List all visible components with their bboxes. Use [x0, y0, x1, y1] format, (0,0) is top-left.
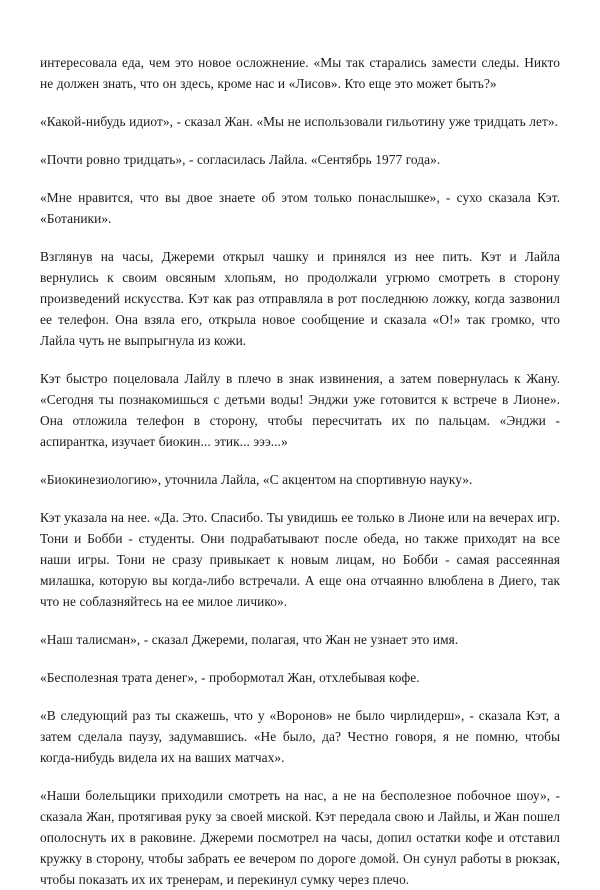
paragraph: «Наши болельщики приходили смотреть на нас, а не на бесполезное побочное шоу», - сказала Жан, протягивая руку за своей миской. Кэт передала свою и Лайлы, и Жан пошел ополоснуть их в раковине. Джереми посмотрел на часы, допил остатки кофе и отставил кружку в сторону, чтобы забрать ее вечером по дороге домой. Он сунул работы в рюкзак, чтобы показать их их тренерам, и перекинул сумку через плечо.	[40, 788, 560, 887]
paragraph: «Мне нравится, что вы двое знаете об этом только понаслышке», - сухо сказала Кэт. «Ботаники».	[40, 190, 560, 226]
paragraph: Взглянув на часы, Джереми открыл чашку и принялся из нее пить. Кэт и Лайла вернулись к своим овсяным хлопьям, но продолжали угрюмо смотреть в сторону произведений искусства. Кэт как раз отправляла в рот последнюю ложку, когда зазвонил ее телефон. Она взяла его, открыла новое сообщение и сказала «О!» так громко, что Лайла чуть не выпрыгнула из кожи.	[40, 249, 560, 348]
body-text-column	[40, 52, 560, 890]
paragraph: «Биокинезиологию», уточнила Лайла, «С акцентом на спортивную науку».	[40, 472, 473, 487]
paragraph: «Бесполезная трата денег», - пробормотал Жан, отхлебывая кофе.	[40, 670, 420, 685]
paragraph: Кэт указала на нее. «Да. Это. Спасибо. Ты увидишь ее только в Лионе или на вечерах игр. Тони и Бобби - студенты. Они подрабатывают после обеда, но также приходят на все наши игры. Тони не сразу привыкает к новым лицам, но Бобби - самая рассеянная милашка, которую вы когда-либо встречали. А еще она отчаянно влюблена в Диего, так что не соблазняйтесь на ее милое личико».	[40, 510, 560, 609]
paragraph: «Какой-нибудь идиот», - сказал Жан. «Мы не использовали гильотину уже тридцать лет».	[40, 114, 558, 129]
paragraph: Кэт быстро поцеловала Лайлу в плечо в знак извинения, а затем повернулась к Жану. «Сегодня ты познакомишься с детьми воды! Энджи уже готовится к встрече в Лионе». Она отложила телефон в сторону, чтобы пересчитать их по пальцам. «Энджи - аспирантка, изучает биокин... этик... эээ...»	[40, 371, 560, 449]
paragraph: «Наш талисман», - сказал Джереми, полагая, что Жан не узнает это имя.	[40, 632, 459, 647]
paragraph: интересовала еда, чем это новое осложнение. «Мы так старались замести следы. Никто не должен знать, что он здесь, кроме нас и «Лисов». Кто еще это может быть?»	[40, 55, 560, 91]
paragraph: «В следующий раз ты скажешь, что у «Воронов» не было чирлидерш», - сказала Кэт, а затем сделала паузу, задумавшись. «Не было, да? Честно говоря, я не помню, чтобы когда-нибудь видела их на ваших матчах».	[40, 708, 560, 765]
paragraph: «Почти ровно тридцать», - согласилась Лайла. «Сентябрь 1977 года».	[40, 152, 441, 167]
